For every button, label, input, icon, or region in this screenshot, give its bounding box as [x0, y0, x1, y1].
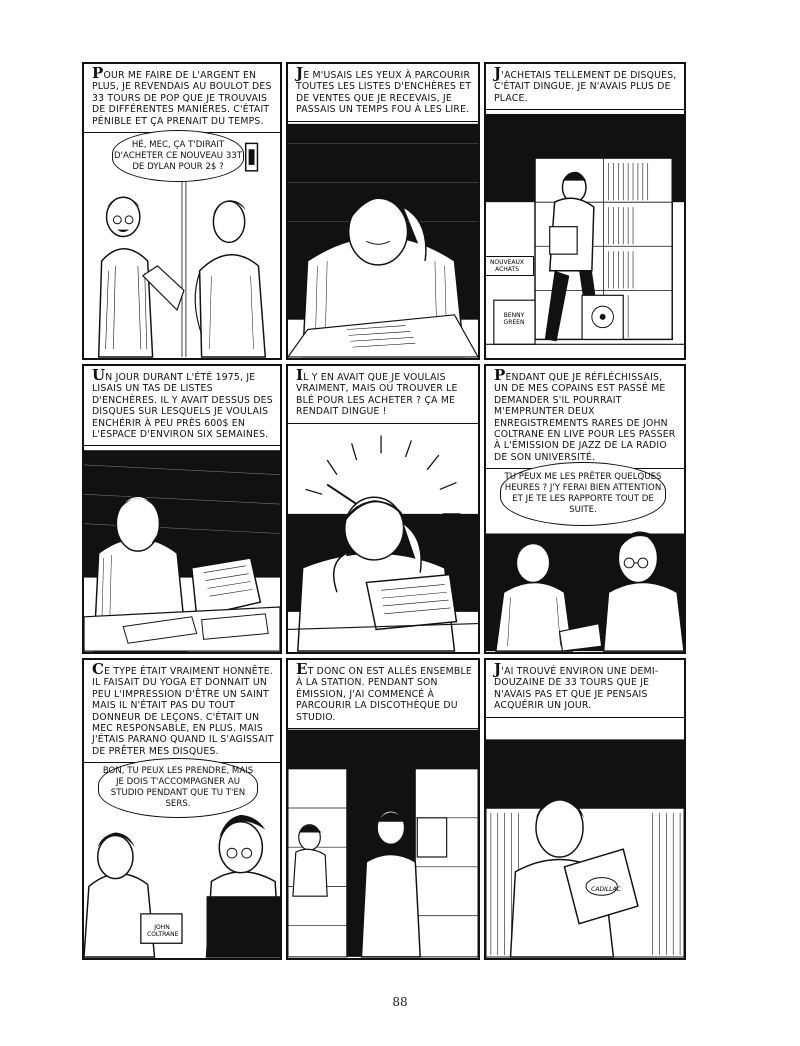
panel-2-caption-text: E M'USAIS LES YEUX À PARCOURIR TOUTES LES LISTES D'ENCHÈRES ET DE VENTES QUE JE RECEVAIS, JE PASSAIS UN TEMPS FOU À LES LIRE.: [296, 70, 472, 116]
panel-8-caption-drop-cap: E: [296, 660, 308, 678]
panel-4-caption-text: N JOUR DURANT L'ÉTÉ 1975, JE LISAIS UN TAS DE LISTES D'ENCHÈRES. IL Y AVAIT DESSUS DES DISQUES SUR LESQUELS JE VOULAIS ENCHÉRIR À PEU PRÈS 600$ EN L'ESPACE D'ENVIRON SIX SEMAINES.: [92, 372, 273, 441]
panel-1: [82, 62, 282, 360]
panel-7-speech-bubble: BON, TU PEUX LES PRENDRE, MAIS JE DOIS T'ACCOMPAGNER AU STUDIO PENDANT QUE TU T'EN SERS.: [98, 758, 258, 818]
panel-2-caption-drop-cap: J: [296, 64, 304, 82]
panel-9-record-label: CADILLAC: [591, 886, 621, 893]
panel-1-speech-bubble: HÉ, MEC, ÇA T'DIRAIT D'ACHETER CE NOUVEAU 33T DE DYLAN POUR 2$ ?: [112, 130, 244, 182]
panel-5-caption-drop-cap: I: [296, 366, 304, 384]
panel-3-arrow-label: NOUVEAUX ACHATS: [484, 256, 534, 276]
panel-3-caption-drop-cap: J: [494, 64, 502, 82]
panel-4-caption-drop-cap: U: [92, 366, 106, 384]
panel-6-caption-text: ENDANT QUE JE RÉFLÉCHISSAIS, UN DE MES COPAINS EST PASSÉ ME DEMANDER S'IL POURRAIT M'EMPRUNTER DEUX ENREGISTREMENTS RARES DE JOHN COLTRANE EN LIVE POUR LES PASSER À L'ÉMISSION DE JAZZ DE LA RADIO DE SON UNIVERSITÉ.: [494, 372, 676, 463]
panel-6-caption: [486, 366, 684, 469]
panel-1-caption: [84, 64, 282, 133]
panel-9: [484, 658, 686, 960]
panel-7-record-label: JOHN COLTRANE: [147, 924, 179, 938]
panel-3-record-label: BENNY GREEN: [503, 312, 525, 326]
panel-4-caption: [84, 366, 282, 446]
panel-4: [82, 364, 282, 654]
panel-7-caption: [84, 660, 280, 763]
panel-2: [286, 62, 480, 360]
panel-6-speech-bubble: TU PEUX ME LES PRÊTER QUELQUES HEURES ? J'Y FERAI BIEN ATTENTION ET JE TE LES RAPPORTE TOUT DE SUITE.: [500, 462, 666, 526]
panel-8: [286, 658, 480, 960]
panel-6-caption-drop-cap: P: [494, 366, 506, 384]
panel-7-caption-text: E TYPE ÉTAIT VRAIMENT HONNÊTE. IL FAISAIT DU YOGA ET DONNAIT UN PEU L'IMPRESSION D'ÊTRE UN SAINT MAIS IL N'ÉTAIT PAS DU TOUT DONNEUR DE LEÇONS. C'ÉTAIT UN MEC RESPONSABLE, EN PLUS. MAIS J'ÉTAIS PARANO QUAND IL S'AGISSAIT DE PRÊTER MES DISQUES.: [92, 666, 274, 757]
panel-5-caption: [288, 366, 480, 424]
panel-6: [484, 364, 686, 654]
page-number: 88: [392, 995, 408, 1009]
panel-7-caption-drop-cap: C: [92, 660, 105, 678]
panel-3: [484, 62, 686, 360]
panel-8-caption: [288, 660, 480, 729]
panel-7: [82, 658, 282, 960]
panel-9-caption-drop-cap: J: [494, 660, 502, 678]
panel-1-caption-text: OUR ME FAIRE DE L'ARGENT EN PLUS, JE REVENDAIS AU BOULOT DES 33 TOURS DE POP QUE JE TROUVAIS DE DIFFÉRENTES MANIÈRES. C'ÉTAIT PÉNIBLE ET ÇA PRENAIT DU TEMPS.: [92, 70, 272, 127]
panel-1-caption-drop-cap: P: [92, 64, 104, 82]
panel-3-caption-text: 'ACHETAIS TELLEMENT DE DISQUES, C'ÉTAIT DINGUE. JE N'AVAIS PLUS DE PLACE.: [494, 70, 677, 104]
panel-9-caption-text: 'AI TROUVÉ ENVIRON UNE DEMI-DOUZAINE DE 33 TOURS QUE JE N'AVAIS PAS ET QUE JE PENSAIS ACQUÉRIR UN JOUR.: [494, 666, 659, 712]
panel-5: [286, 364, 480, 654]
panel-2-caption: [288, 64, 480, 122]
panel-8-caption-text: T DONC ON EST ALLÉS ENSEMBLE À LA STATION. PENDANT SON ÉMISSION, J'AI COMMENCÉ À PARCOURIR LA DISCOTHÈQUE DU STUDIO.: [296, 666, 472, 723]
panel-9-caption: [486, 660, 684, 718]
panel-3-caption: [486, 64, 686, 110]
panel-5-caption-text: L Y EN AVAIT QUE JE VOULAIS VRAIMENT, MAIS OÙ TROUVER LE BLÉ POUR LES ACHETER ? ÇA ME RENDAIT DINGUE !: [296, 372, 458, 418]
